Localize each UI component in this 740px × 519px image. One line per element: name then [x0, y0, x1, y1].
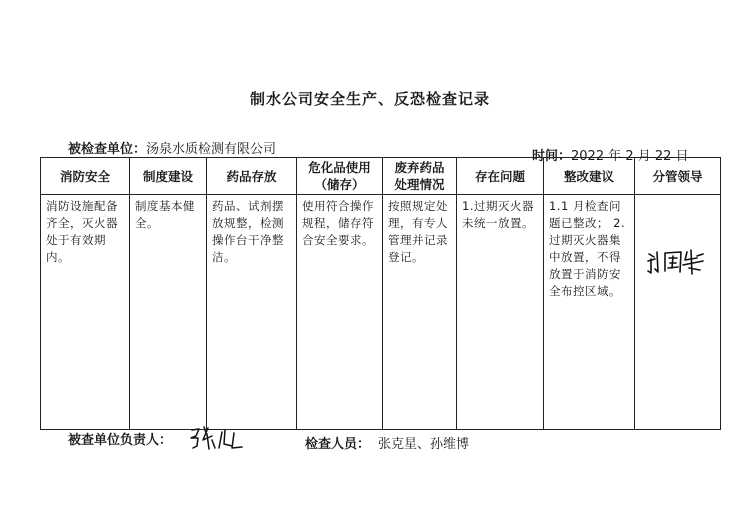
table-header-row — [41, 158, 721, 195]
header-leader: 分管领导 — [635, 158, 721, 195]
header-issues: 存在问题 — [457, 158, 544, 195]
responsible-signature — [188, 424, 248, 452]
inspected-unit-value: 汤泉水质检测有限公司 — [146, 142, 277, 157]
time-label: 时间： — [532, 149, 572, 164]
cell-leader — [635, 195, 721, 430]
cell-drug-storage: 药品、试剂摆放规整，检测操作台干净整洁。 — [207, 195, 297, 430]
responsible-person-label: 被查单位负责人： — [68, 433, 173, 448]
inspection-record-table — [40, 157, 721, 430]
header-hazardous-chemicals: 危化品使用 （储存） — [297, 158, 383, 195]
inspected-unit-label: 被检查单位： — [68, 142, 147, 157]
cell-fire-safety: 消防设施配备齐全，灭火器处于有效期内。 — [41, 195, 130, 430]
inspectors-label: 检查人员： — [305, 437, 371, 452]
header-rectification: 整改建议 — [544, 158, 635, 195]
cell-hazardous-chemicals: 使用符合操作规程，储存符合安全要求。 — [297, 195, 383, 430]
document-title: 制水公司安全生产、反恐检查记录 — [249, 90, 490, 108]
header-waste-drugs: 废弃药品 处理情况 — [383, 158, 457, 195]
header-drug-storage: 药品存放 — [207, 158, 297, 195]
leader-signature — [645, 246, 707, 280]
inspected-unit-line — [68, 138, 276, 157]
cell-waste-drugs: 按照规定处理，有专人管理并记录登记。 — [383, 195, 457, 430]
inspectors-line — [305, 433, 469, 452]
cell-issues: 1.过期灭火器未统一放置。 — [457, 195, 544, 430]
time-value: 2022 年 2 月 22 日 — [571, 149, 689, 164]
cell-system-building: 制度基本健全。 — [130, 195, 207, 430]
header-system-building: 制度建设 — [130, 158, 207, 195]
cell-rectification: 1.1 月检查问题已整改； 2.过期灭火器集中放置，不得放置于消防安全布控区域。 — [544, 195, 635, 430]
header-fire-safety: 消防安全 — [41, 158, 130, 195]
inspectors-names: 张克星、孙维博 — [378, 437, 470, 452]
table-row — [41, 195, 721, 430]
